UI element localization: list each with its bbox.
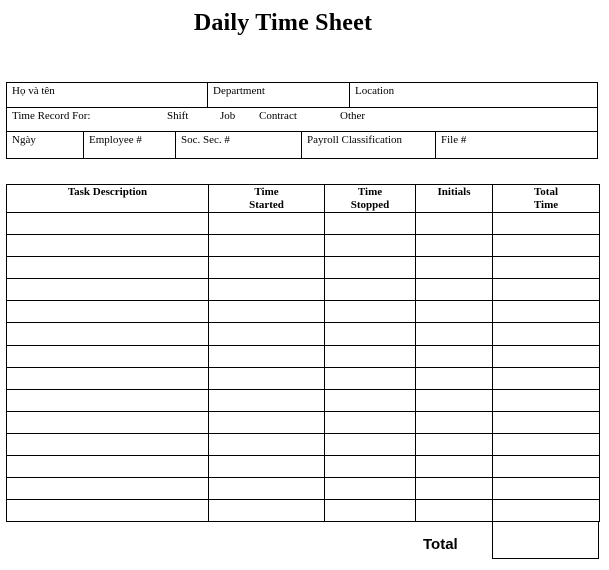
- time-record-label: Time Record For:: [12, 110, 91, 122]
- time-stopped-cell[interactable]: [325, 478, 416, 500]
- time-started-cell[interactable]: [209, 478, 325, 500]
- other-option[interactable]: Other: [340, 110, 366, 122]
- total-time-cell[interactable]: [493, 279, 600, 301]
- initials-cell[interactable]: [416, 279, 493, 301]
- time-started-cell[interactable]: [209, 433, 325, 455]
- time-started-cell[interactable]: [209, 257, 325, 279]
- task-description-cell[interactable]: [7, 257, 209, 279]
- task-description-cell[interactable]: [7, 235, 209, 257]
- department-label: Department: [213, 85, 265, 97]
- initials-cell[interactable]: [416, 478, 493, 500]
- task-description-cell[interactable]: [7, 411, 209, 433]
- time-stopped-cell[interactable]: [325, 323, 416, 345]
- initials-cell[interactable]: [416, 301, 493, 323]
- time-started-cell[interactable]: [209, 345, 325, 367]
- location-field[interactable]: [349, 83, 597, 107]
- header-time-started: Time Started: [209, 185, 325, 213]
- table-row: [7, 345, 600, 367]
- department-field[interactable]: [207, 83, 349, 107]
- table-row: [7, 389, 600, 411]
- initials-cell[interactable]: [416, 367, 493, 389]
- time-stopped-cell[interactable]: [325, 389, 416, 411]
- time-stopped-cell[interactable]: [325, 500, 416, 522]
- table-row: [7, 213, 600, 235]
- task-description-cell[interactable]: [7, 478, 209, 500]
- initials-cell[interactable]: [416, 345, 493, 367]
- total-label: Total: [423, 536, 458, 553]
- task-description-cell[interactable]: [7, 323, 209, 345]
- employee-info-box: [6, 82, 598, 159]
- employee-number-field[interactable]: [83, 132, 175, 158]
- location-label: Location: [355, 85, 395, 97]
- initials-cell[interactable]: [416, 235, 493, 257]
- time-stopped-cell[interactable]: [325, 213, 416, 235]
- time-stopped-cell[interactable]: [325, 279, 416, 301]
- total-time-cell[interactable]: [493, 433, 600, 455]
- time-started-cell[interactable]: [209, 301, 325, 323]
- day-label: Ngày: [12, 134, 36, 146]
- header-initials: Initials: [416, 185, 493, 213]
- time-started-cell[interactable]: [209, 323, 325, 345]
- header-time-stopped: Time Stopped: [325, 185, 416, 213]
- time-stopped-cell[interactable]: [325, 433, 416, 455]
- time-started-cell[interactable]: [209, 367, 325, 389]
- task-description-cell[interactable]: [7, 279, 209, 301]
- time-started-cell[interactable]: [209, 500, 325, 522]
- total-time-cell[interactable]: [493, 323, 600, 345]
- total-time-cell[interactable]: [493, 257, 600, 279]
- file-number-label: File #: [441, 134, 467, 146]
- table-row: [7, 279, 600, 301]
- payroll-classification-field[interactable]: [301, 132, 435, 158]
- time-stopped-cell[interactable]: [325, 367, 416, 389]
- table-row: [7, 411, 600, 433]
- contract-option[interactable]: Contract: [259, 110, 297, 122]
- task-description-cell[interactable]: [7, 301, 209, 323]
- initials-cell[interactable]: [416, 323, 493, 345]
- table-row: [7, 257, 600, 279]
- total-time-cell[interactable]: [493, 478, 600, 500]
- time-started-cell[interactable]: [209, 411, 325, 433]
- initials-cell[interactable]: [416, 500, 493, 522]
- total-time-cell[interactable]: [493, 411, 600, 433]
- info-row-name: [7, 83, 597, 108]
- header-total-time: Total Time: [493, 185, 600, 213]
- time-stopped-cell[interactable]: [325, 345, 416, 367]
- time-stopped-cell[interactable]: [325, 257, 416, 279]
- table-row: [7, 433, 600, 455]
- name-field[interactable]: [7, 83, 207, 107]
- total-time-cell[interactable]: [493, 235, 600, 257]
- time-stopped-cell[interactable]: [325, 235, 416, 257]
- task-description-cell[interactable]: [7, 456, 209, 478]
- table-row: [7, 323, 600, 345]
- table-row: [7, 478, 600, 500]
- page-title: Daily Time Sheet: [193, 10, 373, 36]
- total-time-cell[interactable]: [493, 367, 600, 389]
- file-number-field[interactable]: [435, 132, 597, 158]
- total-time-cell[interactable]: [493, 345, 600, 367]
- info-row-ids: [7, 132, 597, 158]
- shift-option[interactable]: Shift: [167, 110, 189, 122]
- initials-cell[interactable]: [416, 433, 493, 455]
- initials-cell[interactable]: [416, 213, 493, 235]
- time-started-cell[interactable]: [209, 279, 325, 301]
- task-table-body: [7, 213, 600, 522]
- time-started-cell[interactable]: [209, 235, 325, 257]
- info-row-time-record: [7, 108, 597, 132]
- task-description-cell[interactable]: [7, 345, 209, 367]
- time-started-cell[interactable]: [209, 213, 325, 235]
- table-row: [7, 301, 600, 323]
- initials-cell[interactable]: [416, 411, 493, 433]
- initials-cell[interactable]: [416, 257, 493, 279]
- time-started-cell[interactable]: [209, 389, 325, 411]
- task-description-cell[interactable]: [7, 433, 209, 455]
- initials-cell[interactable]: [416, 456, 493, 478]
- header-task-description: Task Description: [7, 185, 209, 213]
- employee-number-label: Employee #: [89, 134, 142, 146]
- time-started-cell[interactable]: [209, 456, 325, 478]
- time-stopped-cell[interactable]: [325, 456, 416, 478]
- task-table-header: [7, 185, 600, 213]
- total-field[interactable]: [492, 521, 599, 559]
- day-field[interactable]: [7, 132, 83, 158]
- task-description-cell[interactable]: [7, 213, 209, 235]
- total-time-cell[interactable]: [493, 500, 600, 522]
- time-stopped-cell[interactable]: [325, 411, 416, 433]
- name-label: Họ và tên: [12, 85, 55, 97]
- task-description-cell[interactable]: [7, 500, 209, 522]
- total-time-cell[interactable]: [493, 301, 600, 323]
- table-row: [7, 367, 600, 389]
- total-time-cell[interactable]: [493, 456, 600, 478]
- soc-sec-label: Soc. Sec. #: [181, 134, 230, 146]
- table-row: [7, 500, 600, 522]
- time-stopped-cell[interactable]: [325, 301, 416, 323]
- task-table: [6, 184, 600, 522]
- total-time-cell[interactable]: [493, 389, 600, 411]
- payroll-classification-label: Payroll Classification: [307, 134, 403, 146]
- job-option[interactable]: Job: [220, 110, 236, 122]
- table-row: [7, 235, 600, 257]
- total-time-cell[interactable]: [493, 213, 600, 235]
- initials-cell[interactable]: [416, 389, 493, 411]
- table-row: [7, 456, 600, 478]
- task-description-cell[interactable]: [7, 367, 209, 389]
- task-description-cell[interactable]: [7, 389, 209, 411]
- soc-sec-field[interactable]: [175, 132, 301, 158]
